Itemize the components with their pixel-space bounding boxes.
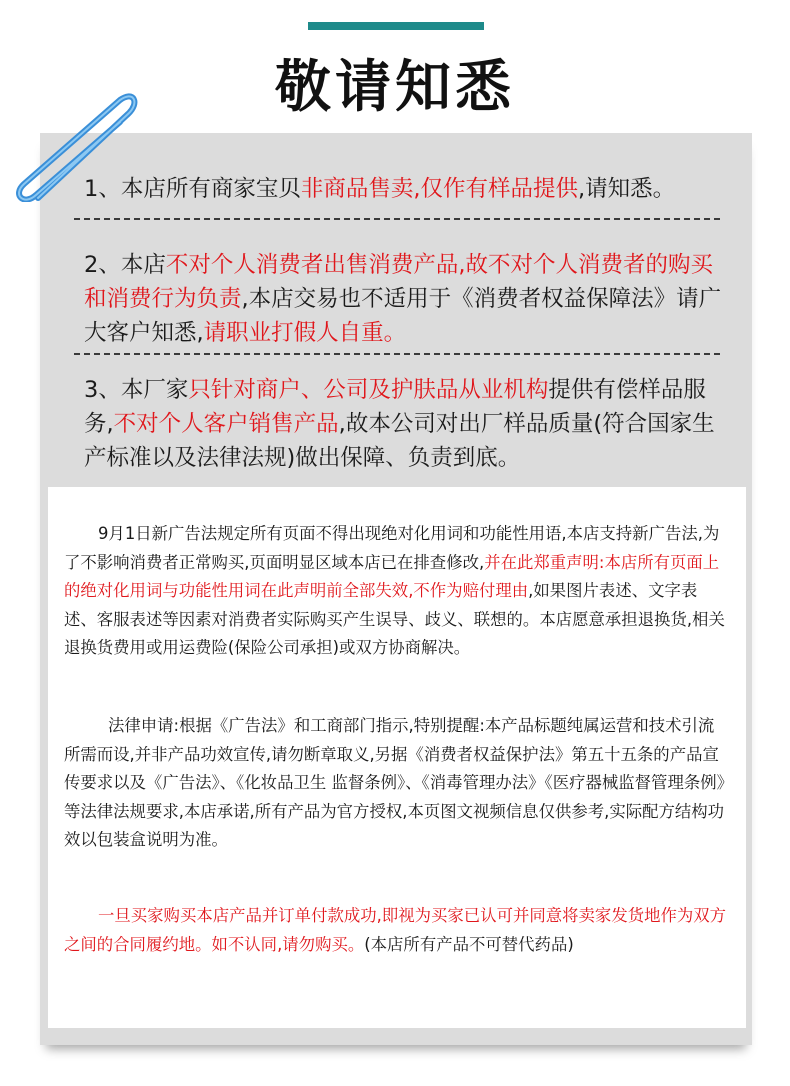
notice-3 — [84, 373, 734, 475]
notice-2-highlight-a: 不对个人消费者出售消费产品,故不对个人消费者的购买和消费行为负责 — [84, 252, 713, 312]
notice-1-highlight: 非商品售卖,仅作有样品提供 — [300, 176, 578, 202]
contract-statement — [64, 902, 728, 959]
notice-2-text-b: ,本店交易也不适用于《消费者权益保障法》请广大客户知悉, — [84, 286, 722, 346]
legal-statement — [64, 712, 728, 855]
ad-law-text-b: ,如果图片表述、文字表述、客服表述等因素对消费者实际购买产生误导、歧义、联想的。本店愿意承担退换货,相关退换货费用或用运费险(保险公司承担)或双方协商解决。 — [64, 581, 725, 657]
notice-3-text-a: 3、本厂家 — [84, 377, 189, 403]
notice-1-text-b: ,请知悉。 — [577, 176, 676, 202]
notice-2-highlight-b: 请职业打假人自重。 — [203, 320, 407, 346]
page-title: 敬请知悉 — [275, 55, 515, 120]
ad-law-text-a: 9月1日新广告法规定所有页面不得出现绝对化用词和功能性用语,本店支持新广告法,为了不影响消费者正常购买,页面明显区域本店已在排查修改, — [64, 524, 720, 572]
notice-3-text-c: ,故本公司对出厂样品质量(符合国家生产标准以及法律法规)做出保障、负责到底。 — [84, 411, 715, 471]
notice-3-highlight-b: 不对个人客户销售产品 — [113, 411, 339, 437]
contract-text: (本店所有产品不可替代药品) — [364, 934, 574, 954]
notice-2 — [84, 248, 734, 350]
notice-1-text-a: 1、本店所有商家宝贝 — [84, 176, 301, 202]
ad-law-highlight: 并在此郑重声明:本店所有页面上的绝对化用词与功能性用词在此声明前全部失效,不作为赔付理由 — [64, 552, 720, 600]
contract-highlight: 一旦买家购买本店产品并订单付款成功,即视为买家已认可并同意将卖家发货地作为双方之间的合同履约地。如不认同,请勿购买。 — [64, 906, 727, 954]
notice-2-text-a: 2、本店 — [84, 252, 166, 278]
legal-text: 法律申请:根据《广告法》和工商部门指示,特别提醒:本产品标题纯属运营和技术引流所需而设,并非产品功效宣传,请勿断章取义,另据《消费者权益保护法》第五十五条的产品宣传要求以及《广告法》、《化妆品卫生 监督条例》、《消毒管理办法》《医疗器械监督管理条例》等法律法规要求,本店承诺,所有产品为官方授权,本页图文视频信息仅供参考,实际配方结构功效以包装盒说明为准。 — [64, 716, 725, 849]
notice-3-text-b: 提供有偿样品服务, — [84, 377, 706, 437]
divider-2 — [74, 353, 720, 355]
ad-law-statement — [64, 520, 728, 663]
divider-1 — [74, 218, 720, 220]
notice-1 — [84, 172, 734, 206]
top-accent-bar — [308, 22, 484, 30]
notice-3-highlight-a: 只针对商户、公司及护肤品从业机构 — [188, 377, 549, 403]
paperclip-icon — [2, 92, 142, 202]
